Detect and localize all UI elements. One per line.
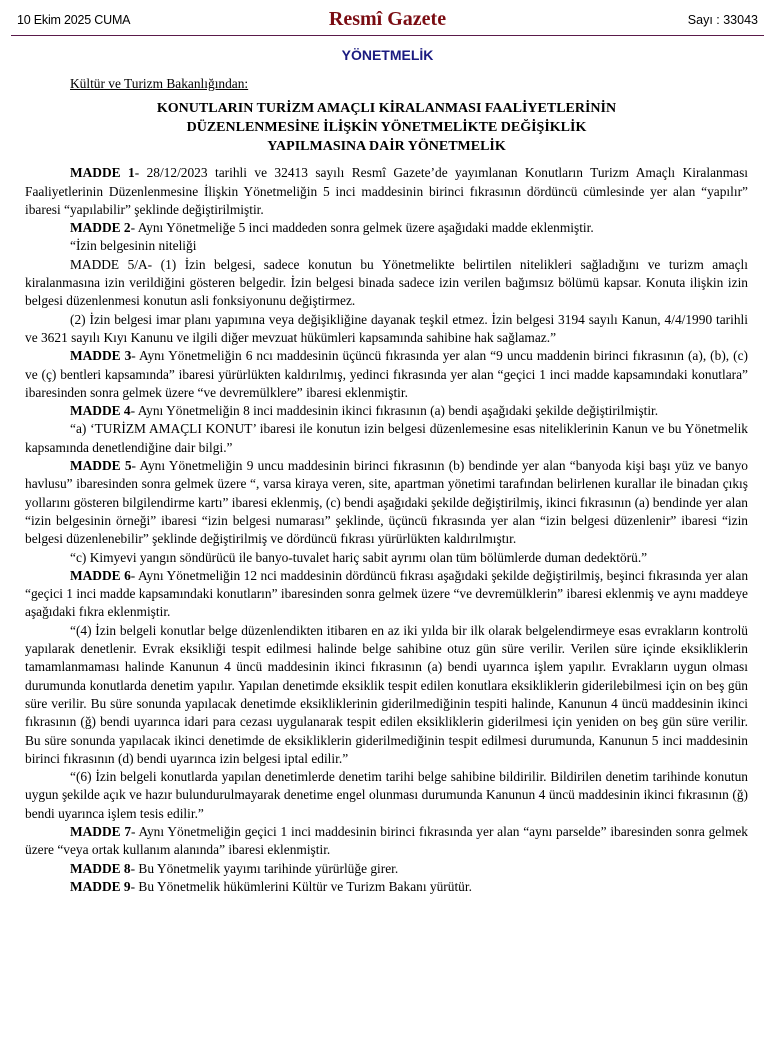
article-label: MADDE 2 [70,220,131,236]
article-text: - Aynı Yönetmeliğin 8 inci maddesinin ikinci fıkrasının (a) bendi aşağıdaki şekilde değiştirilmiştir. [130,403,659,419]
masthead [11,8,764,34]
inserted-article-heading [25,237,748,255]
article-2 [25,219,748,237]
issuing-ministry: Kültür ve Turizm Bakanlığından: [70,76,249,91]
article-4-amendment [25,420,748,457]
article-7 [25,823,748,860]
article-label: MADDE 7 [70,823,132,839]
article-6-para-6 [25,768,748,823]
article-label: MADDE 1 [70,165,135,181]
regulation-body [25,75,748,896]
article-label: MADDE 9 [70,878,131,894]
regulation-title-line-1: KONUTLARIN TURİZM AMAÇLI KİRALANMASI FAALİYETLERİNİN [156,101,617,117]
article-4 [25,402,748,420]
article-text: - Aynı Yönetmeliğin 12 nci maddesinin dördüncü fıkrası aşağıdaki şekilde değiştirilmiş, beşinci fıkrasında yer alan “geçici 1 inci madde kapsamındaki konutların” ibaresinden sonra gelmek üzere “ve devremülklerin” ibaresi eklenmiş ve aynı maddeye aşağıdaki fıkra eklenmiştir. [25,567,749,620]
article-text: (2) İzin belgesi imar planı yapımına veya değişikliğine dayanak teşkil etmez. İzin belgesi 3194 sayılı Kanun, 4/4/1990 tarihli ve 3621 sayılı Kıyı Kanunu ve ilgili diğer mevzuat hükümleri kapsamında sahibine hak sağlamaz.” [25,311,748,345]
gazette-title: Resmî Gazete [328,8,447,30]
article-6 [25,567,748,622]
article-text: - Aynı Yönetmeliğe 5 inci maddeden sonra gelmek üzere aşağıdaki madde eklenmiştir. [130,220,594,236]
article-1 [25,164,748,219]
article-text: - Bu Yönetmelik hükümlerini Kültür ve Turizm Bakanı yürütür. [130,878,472,894]
article-5-amendment [25,549,748,567]
article-6-para-4 [25,622,748,768]
article-text: - Aynı Yönetmeliğin 9 uncu maddesinin birinci fıkrasının (b) bendinde yer alan “banyoda kişi başı yüz ve banyo havlusu” ibaresinden sonra gelmek üzere “, varsa kiraya veren, site, apartman yönetimi tarafından belirlenen kurallar ile binadan çıkış yollarını gösteren bilgilendirme kartı” ibaresi eklenmiş, (c) bendi aşağıdaki şekilde değiştirilmiş, ikinci fıkrasının (a) bendinde yer alan “izin belgesinin örneği” ibaresi “izin belgesi numarası” şeklinde, üçüncü fıkrasında yer alan “izin belgesi düzenlenir” ibaresi “izin belgesi düzenlenebilir” şeklinde değiştirilmiş ve dördüncü fıkrası yürürlükten kaldırılmıştır. [25,458,748,547]
article-label: MADDE 4 [70,403,131,419]
section-category: YÖNETMELİK [341,47,434,63]
article-8 [25,860,748,878]
article-label: MADDE 6 [70,567,131,583]
article-text: - Aynı Yönetmeliğin 6 ncı maddesinin üçüncü fıkrasında yer alan “9 uncu maddenin birinci fıkrasının (a), (b), (c) ve (ç) bentleri kapsamında” ibaresi yürürlükten kaldırılmış, yedinci fıkrasında yer alan “geçici 1 inci madde kapsamındaki konutlara” ibaresinden sonra gelmek üzere “ve devremülklere” ibaresi eklenmiştir. [25,348,749,400]
article-text: - Aynı Yönetmeliğin geçici 1 inci maddesinin birinci fıkrasında yer alan “aynı parselde” ibaresinden sonra gelmek üzere “veya ortak kullanım alanında” ibaresi eklenmiştir. [25,823,748,858]
article-3 [25,347,748,402]
article-5 [25,457,748,548]
inserted-article-5a-para-2 [25,311,748,348]
issue-number: Sayı : 33043 [687,13,758,27]
article-text: “a) ‘TURİZM AMAÇLI KONUT’ ibaresi ile konutun izin belgesi düzenlemesine esas niteliklerinin Kanun ve bu Yönetmelik kapsamında denetlendiğine dair bilgi.” [25,421,748,455]
article-text: “İzin belgesinin niteliği [70,238,197,254]
article-text: “(6) İzin belgeli konutlarda yapılan denetimlerde denetim tarihi belge sahibine bildirilir. Bildirilen denetim tarihinde konutun uygun şekilde açık ve hazır bulundurulmayarak denetime engel olunması durumunda Kanunun 4 üncü maddesinin ikinci fıkrasının (ğ) bendi uyarınca işlem tesis edilir.” [25,769,748,821]
article-text: - 28/12/2023 tarihli ve 32413 sayılı Resmî Gazete’de yayımlanan Konutların Turizm Amaçlı Kiralanması Faaliyetlerinin Düzenlenmesine İlişkin Yönetmeliğin 5 inci maddesinin birinci fıkrasının dördüncü cümlesinde yer alan “yapılır” ibaresi “yapılabilir” şeklinde değiştirilmiştir. [25,165,749,217]
article-9 [25,878,748,896]
issue-date: 10 Ekim 2025 CUMA [17,13,131,27]
inserted-article-5a-para-1 [25,256,748,311]
article-text: “c) Kimyevi yangın söndürücü ile banyo-tuvalet hariç sabit ayrımı olan tüm bölümlerde duman dedektörü.” [70,549,648,565]
masthead-divider [11,35,764,36]
regulation-title [25,99,748,156]
article-label: MADDE 3 [70,348,132,364]
regulation-title-line-3: YAPILMASINA DAİR YÖNETMELİK [267,139,506,155]
article-text: “(4) İzin belgeli konutlar belge düzenlendikten itibaren en az iki yılda bir ilk olarak belgelendirmeye esas evrakların kontrolü yapılarak denetlenir. Evrak eksikliği tespit edilmesi halinde belge sahibine otuz gün süre verilir. Verilen süre içinde eksikliklerin tamamlanmaması halinde Kanunun 4 üncü maddesinin ikinci fıkrasının (a) bendi uyarınca işlem yapılır. Evrakların uygun olması durumunda konutlarda denetim yapılır. Yapılan denetimde eksiklik tespit edilen konutlara eksikliklerin giderilebilmesi için on beş gün süre verilir. Bu süre sonunda yapılacak denetimde eksikliklerinin giderilmediğinin tespiti halinde, Kanunun 4 üncü maddesinin ikinci fıkrasının (ğ) bendi uyarınca idari para cezası uygulanarak tespit edilen eksikliklerin giderilmesi için yeniden on beş gün süre verilir. Bu süre sonunda yapılacak ikinci denetimde de eksikliklerin giderilmediğinin tespit edilmesi durumunda, Kanunun 5 inci maddesinin birinci fıkrasının (d) bendi uyarınca izin belgesi iptal edilir.” [25,622,748,766]
article-text: MADDE 5/A- (1) İzin belgesi, sadece konutun bu Yönetmelikte belirtilen nitelikleri sağladığını ve turizm amaçlı kiralanmasına izin verildiğini gösteren belgedir. İzin belgesi binada sadece izin verilen bağımsız bölümü kapsar. Konuta ilişkin izin belgesi düzenlenmesi konutun asli fonksiyonunu değiştirmez. [25,256,748,309]
article-label: MADDE 8 [70,860,131,876]
regulation-title-line-2: DÜZENLENMESİNE İLİŞKİN YÖNETMELİKTE DEĞİŞİKLİK [186,120,587,136]
article-label: MADDE 5 [70,458,132,474]
article-text: - Bu Yönetmelik yayımı tarihinde yürürlüğe girer. [130,860,399,876]
